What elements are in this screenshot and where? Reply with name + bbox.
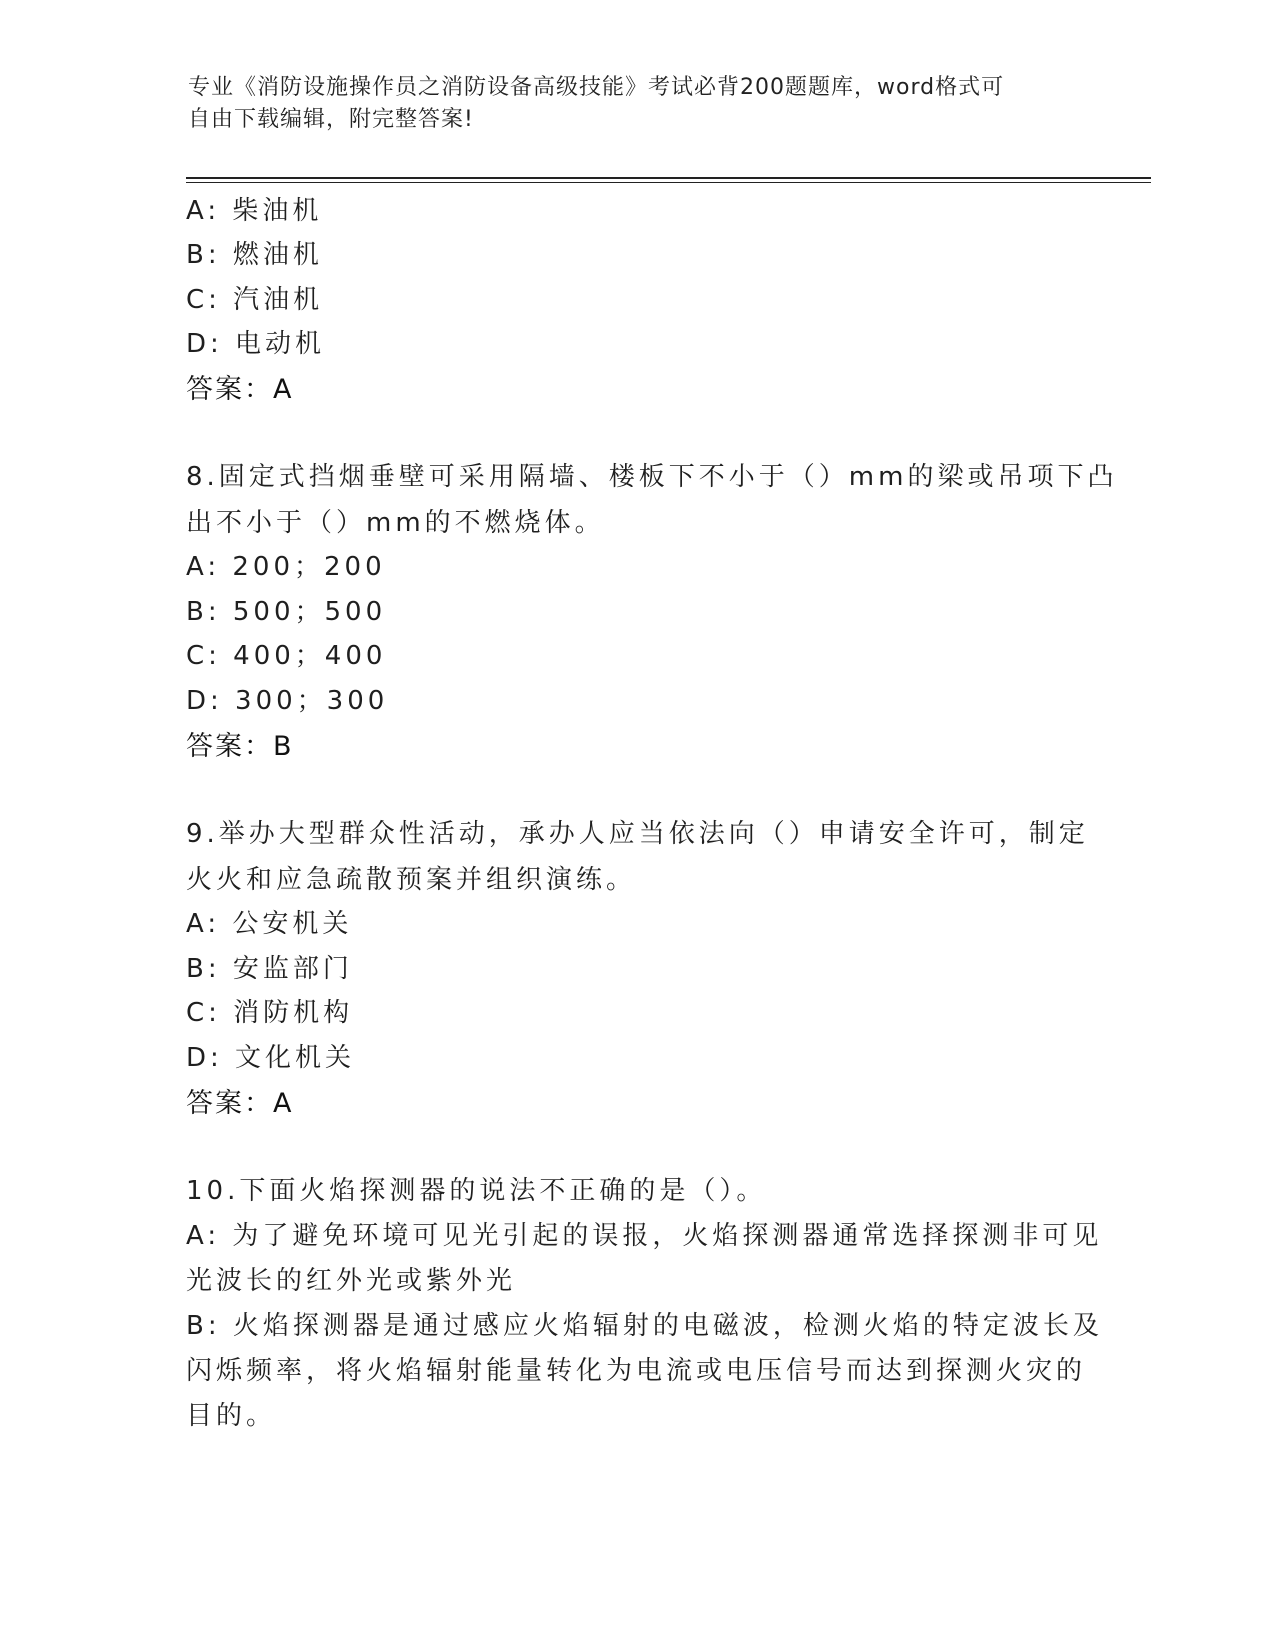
- q8-option-c: C: 400；400: [186, 641, 387, 671]
- q9-option-c: C: 消防机构: [186, 998, 354, 1028]
- q7-option-c: C: 汽油机: [186, 285, 324, 315]
- q10-option-a-line-2: 光波长的红外光或紫外光: [186, 1266, 517, 1296]
- q10-option-b-line-2: 闪烁频率，将火焰辐射能量转化为电流或电压信号而达到探测火灾的: [186, 1356, 1087, 1386]
- q8-option-b: B: 500；500: [186, 597, 387, 627]
- q9-stem-line-2: 火火和应急疏散预案并组织演练。: [186, 865, 637, 895]
- q10-option-b-line-3: 目的。: [186, 1401, 277, 1431]
- q8-stem-line-1: 8.固定式挡烟垂壁可采用隔墙、楼板下不小于（）mm的梁或吊项下凸: [186, 462, 1118, 492]
- document-header: [188, 72, 1068, 136]
- q7-answer: 答案：A: [186, 374, 294, 405]
- q9-stem-line-1: 9.举办大型群众性活动，承办人应当依法向（）申请安全许可，制定: [186, 819, 1089, 849]
- q10-stem: 10.下面火焰探测器的说法不正确的是（）。: [186, 1176, 767, 1206]
- q9-answer: 答案：A: [186, 1088, 294, 1119]
- q9-option-a: A: 公安机关: [186, 909, 353, 939]
- q7-option-a: A: 柴油机: [186, 196, 323, 226]
- q9-option-b: B: 安监部门: [186, 954, 353, 984]
- q8-option-d: D: 300；300: [186, 686, 389, 716]
- header-rule-thick: [186, 177, 1151, 179]
- header-rule-thin: [186, 182, 1151, 183]
- q10-option-b-line-1: B: 火焰探测器是通过感应火焰辐射的电磁波，检测火焰的特定波长及: [186, 1311, 1103, 1341]
- q9-option-d: D: 文化机关: [186, 1043, 356, 1073]
- header-line-2: 自由下载编辑，附完整答案!: [188, 107, 474, 132]
- q8-answer: 答案：B: [186, 731, 294, 762]
- q8-option-a: A: 200；200: [186, 552, 386, 582]
- q10-option-a-line-1: A: 为了避免环境可见光引起的误报，火焰探测器通常选择探测非可见: [186, 1221, 1103, 1251]
- q7-option-d: D: 电动机: [186, 329, 326, 359]
- header-line-1: 专业《消防设施操作员之消防设备高级技能》考试必背200题题库，word格式可: [188, 75, 1005, 100]
- q8-stem-line-2: 出不小于（）mm的不燃烧体。: [186, 508, 605, 538]
- q7-option-b: B: 燃油机: [186, 240, 323, 270]
